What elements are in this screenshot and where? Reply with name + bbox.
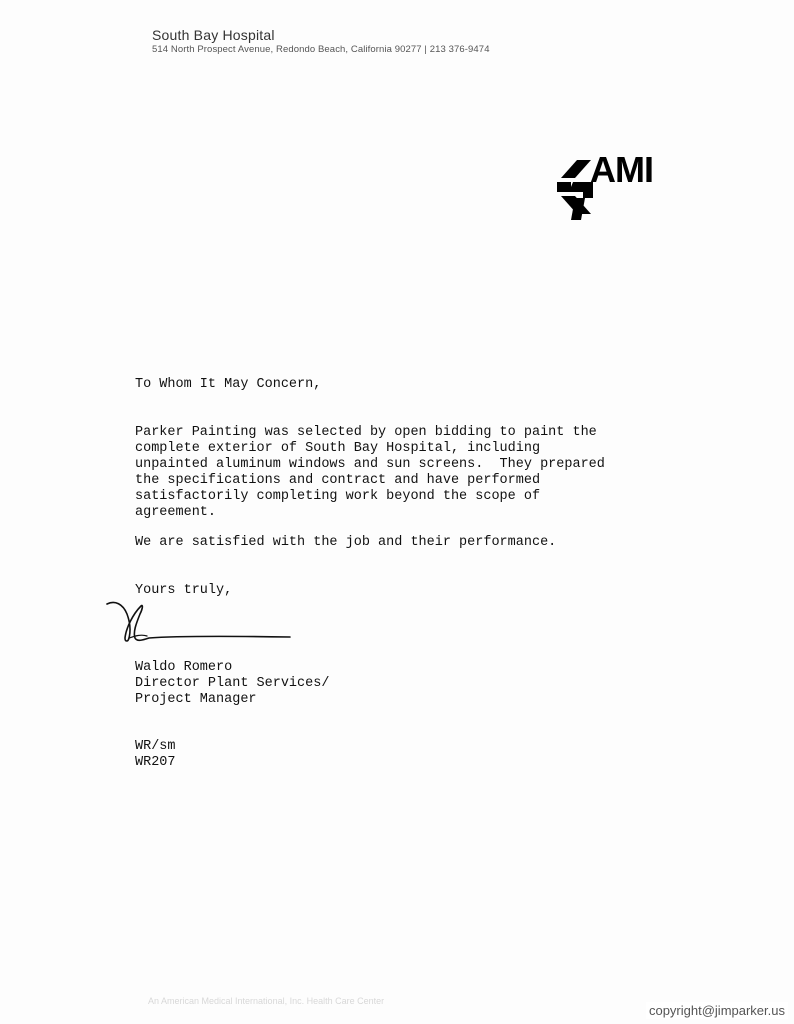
body-paragraph-2: We are satisfied with the job and their performance. [135, 535, 557, 550]
copyright-watermark: copyright@jimparker.us [646, 1002, 788, 1019]
letterhead-hospital-name: South Bay Hospital [152, 27, 275, 43]
signer-title-line-2: Project Manager [135, 692, 257, 707]
reference-code: WR207 [135, 755, 176, 770]
signature-image [105, 598, 300, 650]
signer-name: Waldo Romero [135, 660, 233, 675]
footer-tagline: An American Medical International, Inc. Health Care Center [148, 996, 385, 1006]
letterhead-address: 514 North Prospect Avenue, Redondo Beach, California 90277 | 213 376-9474 [152, 44, 490, 55]
reference-initials: WR/sm [135, 739, 176, 754]
closing: Yours truly, [135, 583, 233, 598]
signer-title-line-1: Director Plant Services/ [135, 676, 330, 691]
ami-logo-text: AMI [590, 149, 653, 190]
body-paragraph-1: Parker Painting was selected by open bidding to paint the complete exterior of South Bay Hospital, including unpainted aluminum windows and sun screens. They prepared the specifications and contract and have performed satisfactorily completing work beyond the scope of agreement. [135, 425, 605, 520]
salutation: To Whom It May Concern, [135, 377, 322, 392]
